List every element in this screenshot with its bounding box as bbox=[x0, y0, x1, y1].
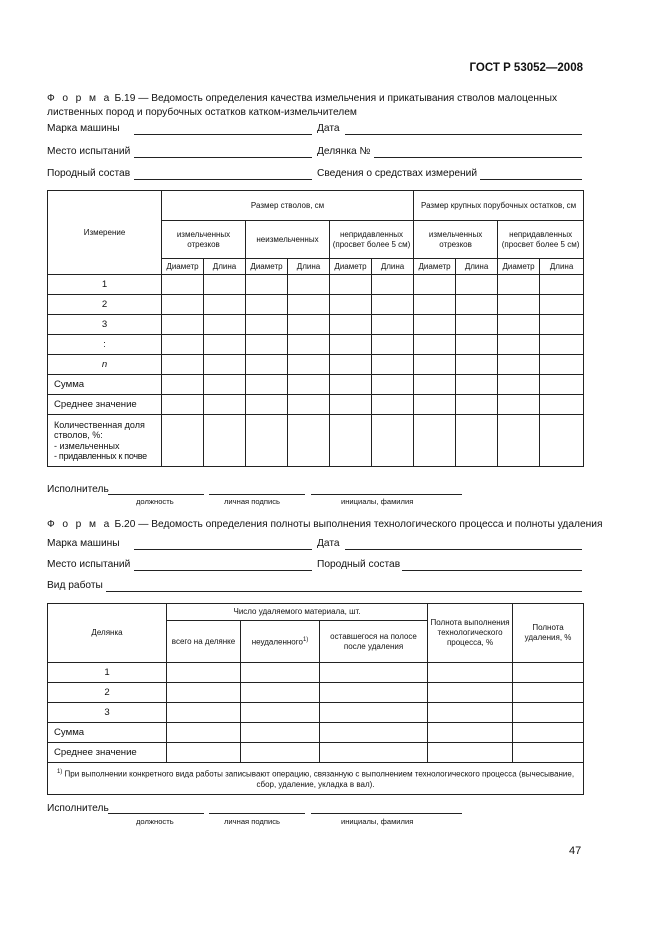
header-diameter: Диаметр bbox=[246, 259, 288, 275]
form20-cap-position: должность bbox=[136, 817, 174, 826]
subheader-unpressed-residues: непридавленных (просвет более 5 см) bbox=[498, 221, 584, 259]
share-title: Количественная доля стволов, %: bbox=[54, 419, 145, 440]
form20-executor-label: Исполнитель bbox=[47, 803, 109, 814]
header-plot: Делянка bbox=[48, 604, 167, 663]
share-pressed: - придавленных к почве bbox=[54, 451, 147, 461]
header-length: Длина bbox=[372, 259, 414, 275]
form20-species-label: Породный состав bbox=[317, 559, 401, 570]
subheader-unchopped: неизмельченных bbox=[246, 221, 330, 259]
form20-table bbox=[47, 603, 584, 795]
row-label: 2 bbox=[48, 683, 167, 703]
footnote-marker: 1) bbox=[302, 637, 309, 644]
table-row bbox=[48, 395, 584, 415]
standard-header: ГОСТ Р 53052—2008 bbox=[469, 62, 583, 74]
table-row bbox=[48, 683, 584, 703]
row-label: 1 bbox=[48, 663, 167, 683]
row-label: 2 bbox=[48, 295, 162, 315]
form19-place-line[interactable] bbox=[134, 157, 312, 158]
form19-forma-word: Ф о р м а bbox=[47, 93, 112, 104]
form20-position-line[interactable] bbox=[108, 813, 204, 814]
form19-plot-label: Делянка № bbox=[317, 146, 371, 157]
row-label: 1 bbox=[48, 275, 162, 295]
form20-title bbox=[47, 518, 607, 532]
subheader-unpressed: непридавленных (просвет более 5 см) bbox=[330, 221, 414, 259]
form20-place-line[interactable] bbox=[134, 570, 312, 571]
header-length: Длина bbox=[456, 259, 498, 275]
form20-date-label: Дата bbox=[317, 538, 340, 549]
form19-species-label: Породный состав bbox=[47, 168, 131, 179]
form20-work-line[interactable] bbox=[106, 591, 582, 592]
header-trunk-size: Размер стволов, см bbox=[162, 191, 414, 221]
table-row bbox=[48, 315, 584, 335]
footnote bbox=[48, 763, 584, 795]
form19-cap-position: должность bbox=[136, 497, 174, 506]
form19-cap-signature: личная подпись bbox=[224, 497, 280, 506]
form19-place-label: Место испытаний bbox=[47, 146, 131, 157]
footnote-text: При выполнении конкретного вида работы записывают операцию, связанную с выполнением технологического процесса (вычесывание, сбор, удаление, укладка в вал). bbox=[64, 769, 575, 789]
header-length: Длина bbox=[540, 259, 584, 275]
row-label: Среднее значение bbox=[48, 395, 162, 415]
subheader-unremoved bbox=[241, 621, 320, 663]
subheader-left: оставшегося на полосе после удаления bbox=[320, 621, 428, 663]
form19-machine-label: Марка машины bbox=[47, 123, 120, 134]
form19-instruments-label: Сведения о средствах измерений bbox=[317, 168, 478, 179]
header-diameter: Диаметр bbox=[162, 259, 204, 275]
header-removal-completeness: Полнота удаления, % bbox=[513, 604, 584, 663]
row-label: n bbox=[48, 355, 162, 375]
page-number: 47 bbox=[569, 845, 582, 857]
form20-date-line[interactable] bbox=[345, 549, 582, 550]
header-diameter: Диаметр bbox=[330, 259, 372, 275]
share-chopped: - измельченных bbox=[54, 440, 120, 451]
table-row bbox=[48, 663, 584, 683]
form20-work-label: Вид работы bbox=[47, 580, 103, 591]
table-row bbox=[48, 335, 584, 355]
form19-name-line[interactable] bbox=[311, 494, 462, 495]
form20-signature-line[interactable] bbox=[209, 813, 305, 814]
header-material-count: Число удаляемого материала, шт. bbox=[167, 604, 428, 621]
form19-plot-line[interactable] bbox=[374, 157, 582, 158]
form19-title-text: Б.19 — Ведомость определения качества измельчения и прикатывания стволов малоценных лиственных пород и порубочных остатков катком-измельчителем bbox=[47, 93, 558, 118]
table-row bbox=[48, 355, 584, 375]
row-label: : bbox=[48, 335, 162, 355]
form19-date-line[interactable] bbox=[345, 134, 582, 135]
form20-forma-word: Ф о р м а bbox=[47, 519, 112, 530]
header-length: Длина bbox=[204, 259, 246, 275]
header-length: Длина bbox=[288, 259, 330, 275]
header-measure: Измерение bbox=[48, 191, 162, 275]
subheader-total: всего на делянке bbox=[167, 621, 241, 663]
row-label: Среднее значение bbox=[48, 743, 167, 763]
form19-species-line[interactable] bbox=[134, 179, 312, 180]
table-row bbox=[48, 415, 584, 467]
form19-table bbox=[47, 190, 584, 467]
footnote-mark: 1) bbox=[56, 769, 63, 776]
form20-name-line[interactable] bbox=[311, 813, 462, 814]
form20-place-label: Место испытаний bbox=[47, 559, 131, 570]
form19-executor-label: Исполнитель bbox=[47, 484, 109, 495]
header-diameter: Диаметр bbox=[414, 259, 456, 275]
form19-instruments-line[interactable] bbox=[480, 179, 582, 180]
row-label: Сумма bbox=[48, 375, 162, 395]
form20-species-line[interactable] bbox=[402, 570, 582, 571]
row-label: 3 bbox=[48, 703, 167, 723]
subheader-chopped: измельченных отрезков bbox=[162, 221, 246, 259]
form19-machine-line[interactable] bbox=[134, 134, 312, 135]
table-row bbox=[48, 375, 584, 395]
form19-signature-line[interactable] bbox=[209, 494, 305, 495]
table-row bbox=[48, 295, 584, 315]
table-row bbox=[48, 723, 584, 743]
header-diameter: Диаметр bbox=[498, 259, 540, 275]
row-label-share bbox=[48, 415, 162, 467]
form19-position-line[interactable] bbox=[108, 494, 204, 495]
subheader-chopped-residues: измельченных отрезков bbox=[414, 221, 498, 259]
header-process-completeness: Полнота выполнения технологического процесса, % bbox=[428, 604, 513, 663]
row-label: 3 bbox=[48, 315, 162, 335]
form20-cap-name: инициалы, фамилия bbox=[341, 817, 414, 826]
table-row bbox=[48, 275, 584, 295]
form20-title-text: Б.20 — Ведомость определения полноты выполнения технологического процесса и полноты удаления bbox=[114, 519, 603, 530]
row-label: Сумма bbox=[48, 723, 167, 743]
form19-title bbox=[47, 92, 607, 120]
form19-cap-name: инициалы, фамилия bbox=[341, 497, 414, 506]
subheader-unremoved-text: неудаленного bbox=[251, 637, 303, 647]
header-residue-size: Размер крупных порубочных остатков, см bbox=[414, 191, 584, 221]
table-row bbox=[48, 703, 584, 723]
form19-date-label: Дата bbox=[317, 123, 340, 134]
form20-machine-line[interactable] bbox=[134, 549, 312, 550]
form20-machine-label: Марка машины bbox=[47, 538, 120, 549]
form20-cap-signature: личная подпись bbox=[224, 817, 280, 826]
footnote-row bbox=[48, 763, 584, 795]
table-row bbox=[48, 743, 584, 763]
